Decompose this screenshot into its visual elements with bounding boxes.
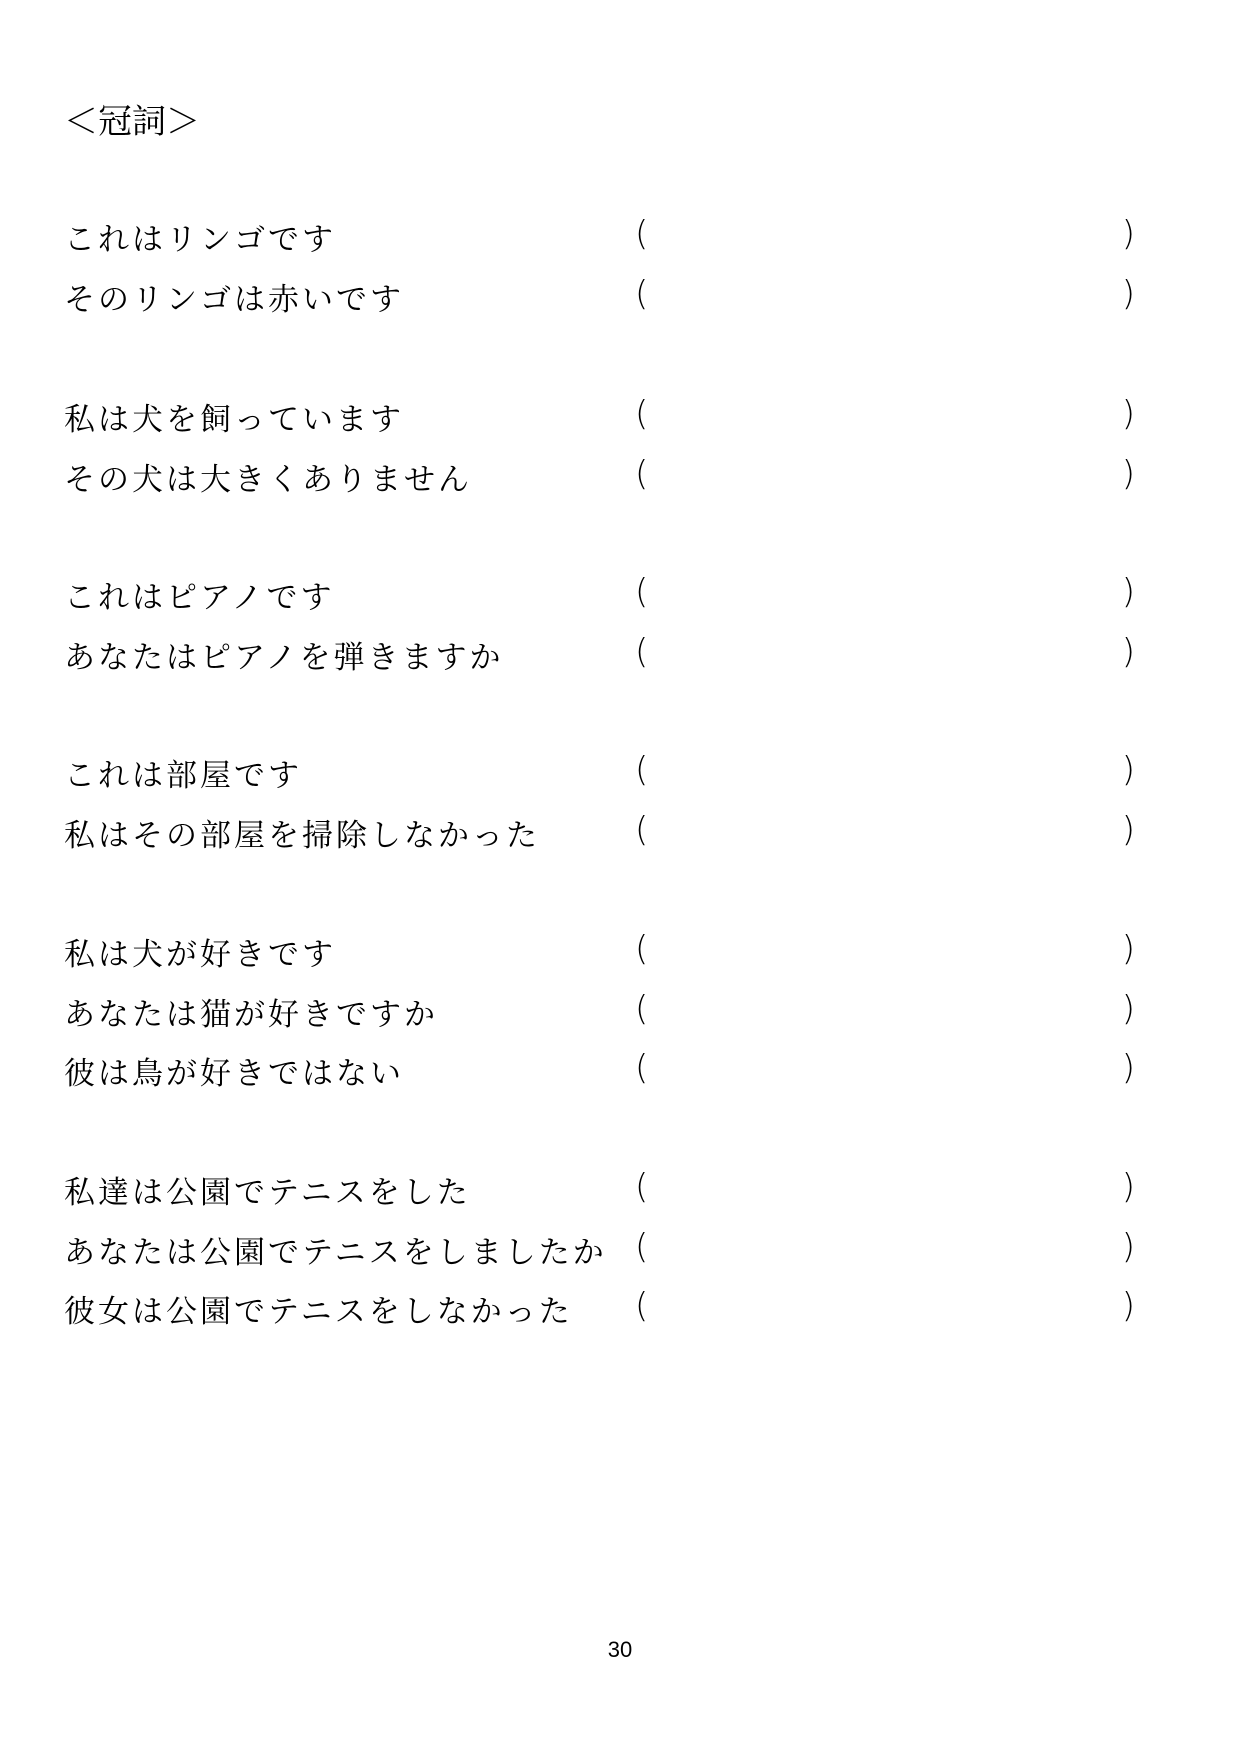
answer-blank[interactable] bbox=[635, 1157, 1135, 1217]
exercise-row bbox=[0, 390, 1240, 450]
answer-blank[interactable] bbox=[635, 444, 1135, 504]
open-paren: ( bbox=[635, 1167, 649, 1207]
close-paren: ) bbox=[1121, 750, 1135, 790]
exercise-row bbox=[0, 1044, 1240, 1104]
exercise-sentence: 私は犬を飼っています bbox=[64, 402, 404, 438]
exercise-sentence: あなたはピアノを弾きますか bbox=[64, 639, 504, 676]
open-paren: ( bbox=[635, 1286, 649, 1326]
exercise-row bbox=[0, 1163, 1240, 1223]
exercise-row bbox=[0, 985, 1240, 1045]
exercise-row bbox=[0, 806, 1240, 866]
page-number: 30 bbox=[607, 1637, 633, 1662]
close-paren: ) bbox=[1121, 929, 1135, 969]
close-paren: ) bbox=[1121, 1286, 1135, 1326]
exercise-row bbox=[0, 925, 1240, 985]
open-paren: ( bbox=[635, 273, 649, 314]
close-paren: ) bbox=[1121, 453, 1135, 494]
open-paren: ( bbox=[635, 809, 649, 850]
exercise-sentence: その犬は大きくありません bbox=[64, 461, 472, 498]
open-paren: ( bbox=[635, 572, 649, 612]
open-paren: ( bbox=[635, 1048, 649, 1088]
close-paren: ) bbox=[1121, 273, 1135, 314]
exercise-sentence: 私は犬が好きです bbox=[64, 937, 336, 973]
page-title: ＜冠詞＞ bbox=[64, 102, 200, 142]
exercise-sentence: 私達は公園でテニスをした bbox=[64, 1175, 471, 1211]
open-paren: ( bbox=[635, 929, 649, 969]
close-paren: ) bbox=[1121, 809, 1135, 850]
answer-blank[interactable] bbox=[635, 204, 1135, 264]
answer-blank[interactable] bbox=[635, 919, 1135, 979]
open-paren: ( bbox=[635, 631, 649, 672]
exercise-row bbox=[0, 270, 1240, 330]
exercise-sentence: あなたは猫が好きですか bbox=[64, 996, 438, 1033]
exercise-row bbox=[0, 1223, 1240, 1283]
answer-blank[interactable] bbox=[635, 1038, 1135, 1098]
close-paren: ) bbox=[1121, 572, 1135, 612]
answer-blank[interactable] bbox=[635, 740, 1135, 800]
exercise-row bbox=[0, 568, 1240, 628]
answer-blank[interactable] bbox=[635, 384, 1135, 444]
exercise-sentence: これはピアノです bbox=[64, 580, 335, 616]
exercise-sentence: 私はその部屋を掃除しなかった bbox=[64, 817, 540, 854]
exercise-row bbox=[0, 450, 1240, 510]
exercise-sentence: そのリンゴは赤いです bbox=[64, 281, 404, 318]
open-paren: ( bbox=[635, 453, 649, 494]
answer-blank[interactable] bbox=[635, 562, 1135, 622]
open-paren: ( bbox=[635, 214, 649, 254]
close-paren: ) bbox=[1121, 1167, 1135, 1207]
close-paren: ) bbox=[1121, 214, 1135, 254]
open-paren: ( bbox=[635, 750, 649, 790]
exercise-sentence: これは部屋です bbox=[64, 758, 302, 794]
answer-blank[interactable] bbox=[635, 1217, 1135, 1277]
exercise-sentence: 彼女は公園でテニスをしなかった bbox=[64, 1294, 573, 1330]
exercise-row bbox=[0, 1282, 1240, 1342]
open-paren: ( bbox=[635, 394, 649, 434]
answer-blank[interactable] bbox=[635, 622, 1135, 682]
close-paren: ) bbox=[1121, 988, 1135, 1029]
answer-blank[interactable] bbox=[635, 800, 1135, 860]
close-paren: ) bbox=[1121, 631, 1135, 672]
exercise-sentence: これはリンゴです bbox=[64, 222, 336, 258]
answer-blank[interactable] bbox=[635, 1276, 1135, 1336]
exercise-sentence: あなたは公園でテニスをしましたか bbox=[64, 1234, 607, 1271]
exercise-row bbox=[0, 746, 1240, 806]
open-paren: ( bbox=[635, 1226, 649, 1267]
exercise-row bbox=[0, 210, 1240, 270]
answer-blank[interactable] bbox=[635, 979, 1135, 1039]
close-paren: ) bbox=[1121, 1226, 1135, 1267]
close-paren: ) bbox=[1121, 1048, 1135, 1088]
exercise-sentence: 彼は鳥が好きではない bbox=[64, 1056, 404, 1092]
exercise-row bbox=[0, 628, 1240, 688]
open-paren: ( bbox=[635, 988, 649, 1029]
close-paren: ) bbox=[1121, 394, 1135, 434]
answer-blank[interactable] bbox=[635, 264, 1135, 324]
